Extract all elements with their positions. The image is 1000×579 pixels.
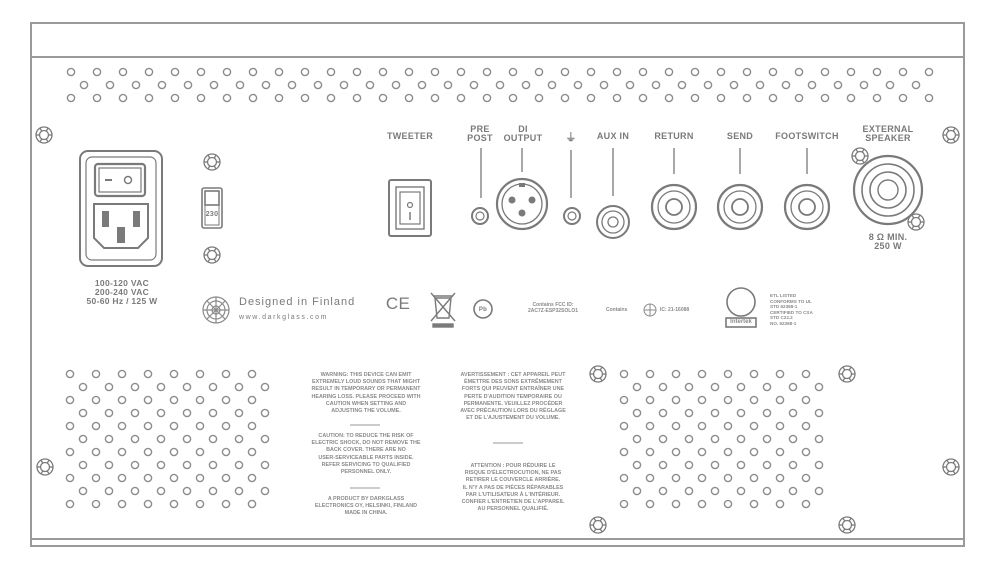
send-label: SEND (726, 131, 754, 141)
warning-english: WARNING: THIS DEVICE CAN EMIT EXTREMELY LOUD SOUNDS THAT MIGHT RESULT IN TEMPORARY OR PERMANENT HEARING LOSS. PLEASE PROCEED WITH CAUTION WHEN SETTING AND ADJUSTING THE VOLUME. (311, 372, 421, 415)
return-label: RETURN (654, 131, 694, 141)
weee-bin-icon (431, 293, 455, 327)
top-vent-grille (67, 68, 932, 101)
power-rating-label: 100-120 VAC 200-240 VAC 50-60 Hz / 125 W (86, 278, 158, 306)
footswitch-jack (785, 148, 829, 229)
voltage-switch-label: 230 (205, 211, 219, 218)
screw-icon (36, 127, 52, 143)
ground-lift-button (564, 150, 580, 224)
ce-mark: CE (385, 294, 411, 313)
pb-label: Pb (478, 307, 488, 313)
caution-french: ATTENTION : POUR RÉDUIRE LE RISQUE D'ÉLECTROCUTION, NE PAS RETIRER LE COUVERCLE ARRIÈRE. IL N'Y A PAS DE PIÈCES RÉPARABLES PAR L'UTILISATEUR À L'INTÉRIEUR. CONFIER L'ENTRETIEN DE L'APPAREIL AU PERSONNEL QUALIFIÉ. (461, 463, 565, 513)
screw-icon (204, 247, 220, 263)
caution-english: CAUTION: TO REDUCE THE RISK OF ELECTRIC SHOCK, DO NOT REMOVE THE BACK COVER. THERE ARE NO USER-SERVICEABLE PARTS INSIDE. REFER SERVICING TO QUALIFIED PERSONNEL ONLY. (311, 433, 421, 476)
return-jack (652, 148, 696, 229)
screw-icon (37, 459, 53, 475)
pre-post-label: PRE POST (467, 124, 493, 143)
screw-icon (204, 154, 220, 170)
darkglass-logo-icon (203, 297, 229, 323)
voltage-selector-switch (202, 188, 222, 228)
screw-icon (590, 366, 606, 382)
screw-icon (839, 366, 855, 382)
fcc-id: Contains FCC ID: 2AC7Z-ESP32SOLO1 (527, 302, 579, 314)
ic-mark-icon (644, 304, 656, 316)
external-speaker-label: EXTERNAL SPEAKER (862, 124, 914, 143)
aux-in-jack (597, 148, 629, 238)
external-speaker-connector (854, 156, 922, 224)
screw-icon (943, 127, 959, 143)
send-jack (718, 148, 762, 229)
designed-in-finland: Designed in Finland (239, 296, 356, 308)
aux-in-label: AUX IN (596, 131, 630, 141)
warning-french: AVERTISSEMENT : CET APPAREIL PEUT ÉMETTRE DES SONS EXTRÊMEMENT FORTS QUI PEUVENT ENTRAÎNER UNE PERTE D'AUDITION TEMPORAIRE OU PERMANENTE. VEUILLEZ PROCÉDER AVEC PRÉCAUTION LORS DU RÉGLAGE ET DE L'AJUSTEMENT DU VOLUME. (460, 372, 566, 422)
intertek-label: Intertek (730, 319, 752, 325)
di-output-label: DI OUTPUT (503, 124, 543, 143)
ground-label: ⏚ (565, 132, 577, 144)
ic-number: IC: 21-16088 (660, 307, 690, 313)
screw-icon (839, 517, 855, 533)
pre-post-button (472, 148, 488, 224)
etl-conformity-text: ETL LISTED CONFORMS TO UL STD 62368-1 CERTIFIED TO CSA STD C22.2 NO. 62368-1 (770, 293, 813, 326)
screw-icon (590, 517, 606, 533)
tweeter-switch (389, 180, 431, 236)
screw-icon (852, 148, 868, 164)
right-vent-grille (620, 370, 822, 507)
power-inlet (80, 151, 162, 266)
website-url: www.darkglass.com (239, 314, 329, 321)
power-switch (95, 164, 145, 196)
tweeter-label: TWEETER (386, 131, 434, 141)
screw-icon (943, 459, 959, 475)
left-vent-grille (66, 370, 268, 507)
product-by-text: A PRODUCT BY DARKGLASS ELECTRONICS OY, HELSINKI, FINLAND MADE IN CHINA. (314, 496, 418, 517)
speaker-rating-label: 8 Ω MIN. 250 W (868, 232, 908, 251)
di-output-xlr (497, 148, 547, 229)
footswitch-label: FOOTSWITCH (775, 131, 839, 141)
contains-label: Contains (606, 307, 628, 313)
